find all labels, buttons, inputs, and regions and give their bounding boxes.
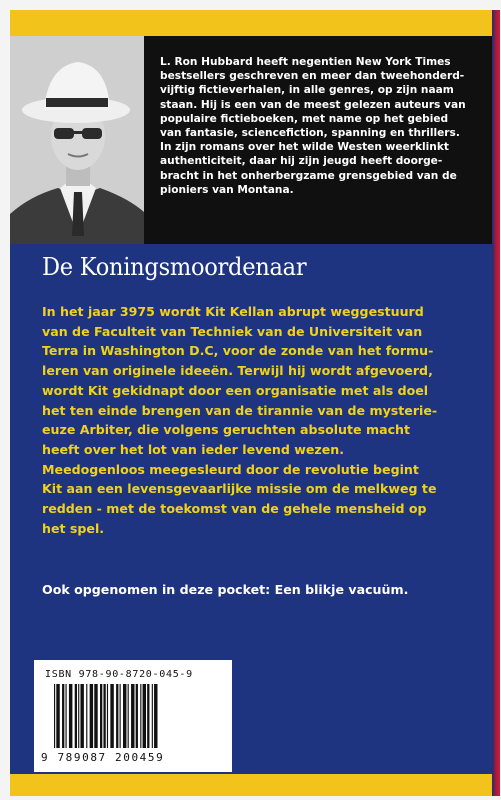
synopsis-line: Terra in Washington D.C, voor de zonde van het formu- — [42, 343, 434, 359]
bio-line: In zijn romans over het wilde Westen weerklinkt — [160, 141, 449, 154]
included-story-note: Ook opgenomen in deze pocket: Een blikje vacuüm. — [42, 582, 409, 597]
synopsis-line: heeft over het lot van ieder levend wezen. — [42, 441, 345, 457]
barcode-digits: 9 789087 200459 — [41, 751, 165, 764]
author-photo — [10, 36, 144, 244]
book-title: De Koningsmoordenaar — [42, 252, 307, 281]
synopsis-line: wordt Kit gekidnapt door een organisatie met als doel — [42, 382, 429, 398]
bio-line: bracht in het onherbergzame grensgebied van de — [160, 169, 457, 182]
synopsis-line: van de Faculteit van Techniek van de Universiteit van — [42, 323, 423, 339]
top-yellow-band — [10, 10, 500, 36]
barcode-image — [52, 684, 224, 754]
bio-line: vijftig fictieverhalen, in alle genres, op zijn naam — [160, 84, 454, 97]
author-bio-text — [160, 55, 482, 197]
bio-line: van fantasie, sciencefiction, spanning en thrillers. — [160, 127, 460, 140]
author-portrait-image — [10, 36, 144, 244]
synopsis-paragraph-2 — [42, 460, 467, 539]
spine-edge — [492, 10, 500, 796]
bio-line: populaire fictieboeken, met name op het gebied — [160, 112, 449, 125]
synopsis-paragraph-1 — [42, 302, 467, 460]
bio-line: authenticiteit, daar hij zijn jeugd heeft doorge- — [160, 155, 443, 168]
barcode-panel — [34, 660, 232, 772]
synopsis-line: het ten einde brengen van de tirannie van de mysterie- — [42, 402, 438, 418]
bio-line: L. Ron Hubbard heeft negentien New York Times — [160, 56, 451, 68]
author-bio-panel — [10, 36, 500, 244]
synopsis-line: Meedogenloos meegesleurd door de revolutie begint — [42, 461, 419, 477]
bio-line: pioniers van Montana. — [160, 183, 294, 196]
synopsis-line: redden - met de toekomst van de gehele mensheid op — [42, 501, 427, 517]
synopsis-line: het spel. — [42, 520, 105, 536]
isbn-text: ISBN 978-90-8720-045-9 — [45, 669, 193, 680]
synopsis-line: euze Arbiter, die volgens geruchten absolute macht — [42, 422, 411, 438]
bio-line: staan. Hij is een van de meest gelezen auteurs van — [160, 98, 466, 111]
synopsis-line: In het jaar 3975 wordt Kit Kellan abrupt weggestuurd — [42, 304, 424, 319]
synopsis-line: leren van originele ideeën. Terwijl hij wordt afgevoerd, — [42, 363, 433, 379]
bio-line: bestsellers geschreven en meer dan tweehonderd- — [160, 70, 465, 83]
synopsis — [42, 302, 467, 538]
synopsis-line: Kit aan een levensgevaarlijke missie om de melkweg te — [42, 481, 437, 497]
book-back-cover — [10, 10, 500, 796]
bottom-yellow-band — [10, 774, 500, 796]
